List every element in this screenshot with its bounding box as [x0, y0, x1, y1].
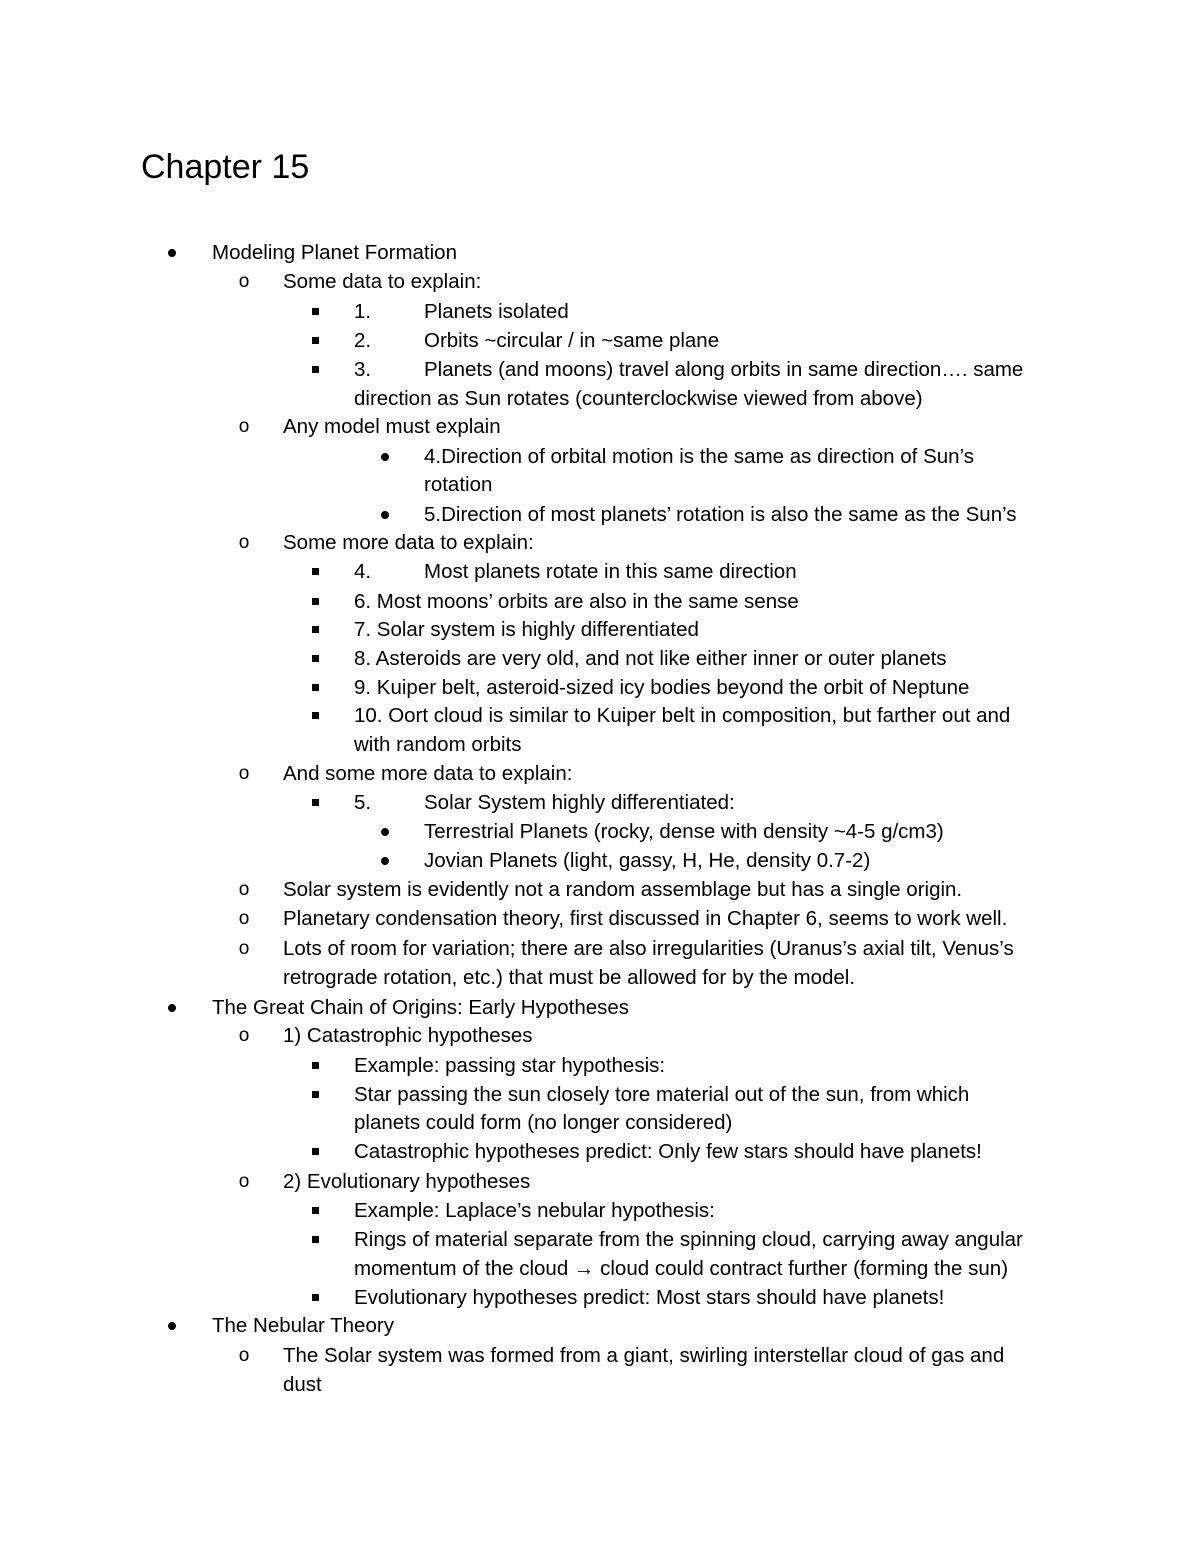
list-item	[0, 1341, 1200, 1370]
list-item	[0, 993, 1200, 1022]
bullet-square-icon	[307, 1225, 323, 1254]
list-item	[0, 1051, 1200, 1080]
bullet-disc-icon	[164, 1311, 180, 1340]
list-item-text: Jovian Planets (light, gassy, H, He, density 0.7-2)	[424, 849, 871, 872]
bullet-square-icon	[307, 557, 323, 586]
bullet-circle-icon: o	[238, 763, 250, 784]
bullet-square-icon	[307, 1080, 323, 1109]
list-item-text: Terrestrial Planets (rocky, dense with density ~4-5 g/cm3)	[424, 820, 944, 843]
list-item	[0, 297, 1200, 326]
list-item-text: Solar system is evidently not a random assemblage but has a single origin.	[283, 878, 963, 901]
list-item	[0, 557, 1200, 586]
list-item	[0, 1196, 1200, 1225]
list-item	[0, 1225, 1200, 1254]
list-item	[0, 470, 1200, 499]
list-item-text: retrograde rotation, etc.) that must be allowed for by the model.	[283, 966, 856, 989]
bullet-square-icon	[307, 326, 323, 355]
list-item-text: dust	[283, 1373, 322, 1396]
list-item-text: Most planets rotate in this same direction	[424, 560, 797, 583]
list-item	[0, 355, 1200, 384]
list-item	[0, 1137, 1200, 1166]
list-item-text: The Great Chain of Origins: Early Hypotheses	[212, 996, 630, 1019]
list-item	[0, 701, 1200, 730]
list-number: 1.	[354, 300, 372, 323]
bullet-disc-icon	[164, 993, 180, 1022]
list-item-text: planets could form (no longer considered)	[354, 1111, 733, 1134]
list-item	[0, 846, 1200, 875]
list-item-text: Catastrophic hypotheses predict: Only few stars should have planets!	[354, 1140, 982, 1163]
list-item	[0, 528, 1200, 557]
bullet-disc-icon	[377, 817, 393, 846]
list-number: 5.	[354, 791, 372, 814]
list-item	[0, 1254, 1200, 1283]
bullet-disc-icon	[164, 238, 180, 267]
list-item	[0, 673, 1200, 702]
list-item	[0, 500, 1200, 529]
bullet-circle-icon: o	[238, 1345, 250, 1366]
page-title: Chapter 15	[141, 148, 310, 186]
list-item	[0, 267, 1200, 296]
list-item-text: 8. Asteroids are very old, and not like either inner or outer planets	[354, 647, 947, 670]
list-item-text: Example: passing star hypothesis:	[354, 1054, 666, 1077]
list-item	[0, 1167, 1200, 1196]
list-item-text: with random orbits	[354, 733, 522, 756]
bullet-circle-icon: o	[238, 938, 250, 959]
list-item	[0, 963, 1200, 992]
list-item	[0, 326, 1200, 355]
list-item	[0, 644, 1200, 673]
bullet-square-icon	[307, 1283, 323, 1312]
list-item	[0, 759, 1200, 788]
bullet-square-icon	[307, 1137, 323, 1166]
list-item	[0, 384, 1200, 413]
list-item	[0, 1311, 1200, 1340]
list-item	[0, 730, 1200, 759]
list-item-text: 7. Solar system is highly differentiated	[354, 618, 699, 641]
list-item	[0, 442, 1200, 471]
bullet-disc-icon	[377, 442, 393, 471]
bullet-circle-icon: o	[238, 416, 250, 437]
list-item-text: momentum of the cloud → cloud could contract further (forming the sun)	[354, 1257, 1009, 1280]
list-item-text: Any model must explain	[283, 415, 501, 438]
bullet-square-icon	[307, 297, 323, 326]
bullet-disc-icon	[377, 500, 393, 529]
list-item-text: The Solar system was formed from a giant, swirling interstellar cloud of gas and	[283, 1344, 1005, 1367]
list-item-text: 6. Most moons’ orbits are also in the same sense	[354, 590, 799, 613]
list-item-text: Some more data to explain:	[283, 531, 534, 554]
list-item-text: Some data to explain:	[283, 270, 482, 293]
list-number: 4.	[354, 560, 372, 583]
bullet-square-icon	[307, 587, 323, 616]
list-item-text: The Nebular Theory	[212, 1314, 394, 1337]
bullet-square-icon	[307, 1196, 323, 1225]
list-item	[0, 238, 1200, 267]
list-item	[0, 875, 1200, 904]
list-item-text: rotation	[424, 473, 493, 496]
list-item	[0, 904, 1200, 933]
list-item-text: 2) Evolutionary hypotheses	[283, 1170, 531, 1193]
bullet-square-icon	[307, 788, 323, 817]
bullet-circle-icon: o	[238, 532, 250, 553]
bullet-square-icon	[307, 701, 323, 730]
list-item-text: direction as Sun rotates (counterclockwise viewed from above)	[354, 387, 923, 410]
bullet-square-icon	[307, 355, 323, 384]
list-item-text: Orbits ~circular / in ~same plane	[424, 329, 720, 352]
list-item-text: Planetary condensation theory, first discussed in Chapter 6, seems to work well.	[283, 907, 1008, 930]
list-item-text: Solar System highly differentiated:	[424, 791, 735, 814]
list-item-text: Rings of material separate from the spinning cloud, carrying away angular	[354, 1228, 1023, 1251]
bullet-circle-icon: o	[238, 908, 250, 929]
list-number: 3.	[354, 358, 372, 381]
list-item-text: 10. Oort cloud is similar to Kuiper belt in composition, but farther out and	[354, 704, 1011, 727]
list-item	[0, 615, 1200, 644]
bullet-circle-icon: o	[238, 271, 250, 292]
list-item	[0, 1080, 1200, 1109]
list-item-text: Planets (and moons) travel along orbits in same direction…. same	[424, 358, 1024, 381]
bullet-square-icon	[307, 615, 323, 644]
list-item-text: 5.Direction of most planets’ rotation is also the same as the Sun’s	[424, 503, 1017, 526]
list-item-text: 9. Kuiper belt, asteroid-sized icy bodies beyond the orbit of Neptune	[354, 676, 970, 699]
bullet-square-icon	[307, 673, 323, 702]
bullet-circle-icon: o	[238, 879, 250, 900]
list-item	[0, 587, 1200, 616]
list-number: 2.	[354, 329, 372, 352]
list-item	[0, 412, 1200, 441]
list-item-text: And some more data to explain:	[283, 762, 573, 785]
list-item-text: 4.Direction of orbital motion is the same as direction of Sun’s	[424, 445, 974, 468]
list-item-text: 1) Catastrophic hypotheses	[283, 1024, 533, 1047]
bullet-square-icon	[307, 1051, 323, 1080]
list-item-text: Planets isolated	[424, 300, 569, 323]
bullet-circle-icon: o	[238, 1025, 250, 1046]
list-item	[0, 1108, 1200, 1137]
list-item-text: Evolutionary hypotheses predict: Most stars should have planets!	[354, 1286, 945, 1309]
list-item-text: Modeling Planet Formation	[212, 241, 457, 264]
bullet-circle-icon: o	[238, 1171, 250, 1192]
list-item-text: Star passing the sun closely tore material out of the sun, from which	[354, 1083, 970, 1106]
list-item	[0, 788, 1200, 817]
list-item	[0, 1370, 1200, 1399]
bullet-disc-icon	[377, 846, 393, 875]
bullet-square-icon	[307, 644, 323, 673]
list-item	[0, 817, 1200, 846]
list-item-text: Lots of room for variation; there are also irregularities (Uranus’s axial tilt, Venus’s	[283, 937, 1014, 960]
list-item-text: Example: Laplace’s nebular hypothesis:	[354, 1199, 715, 1222]
list-item	[0, 1283, 1200, 1312]
list-item	[0, 1021, 1200, 1050]
list-item	[0, 934, 1200, 963]
